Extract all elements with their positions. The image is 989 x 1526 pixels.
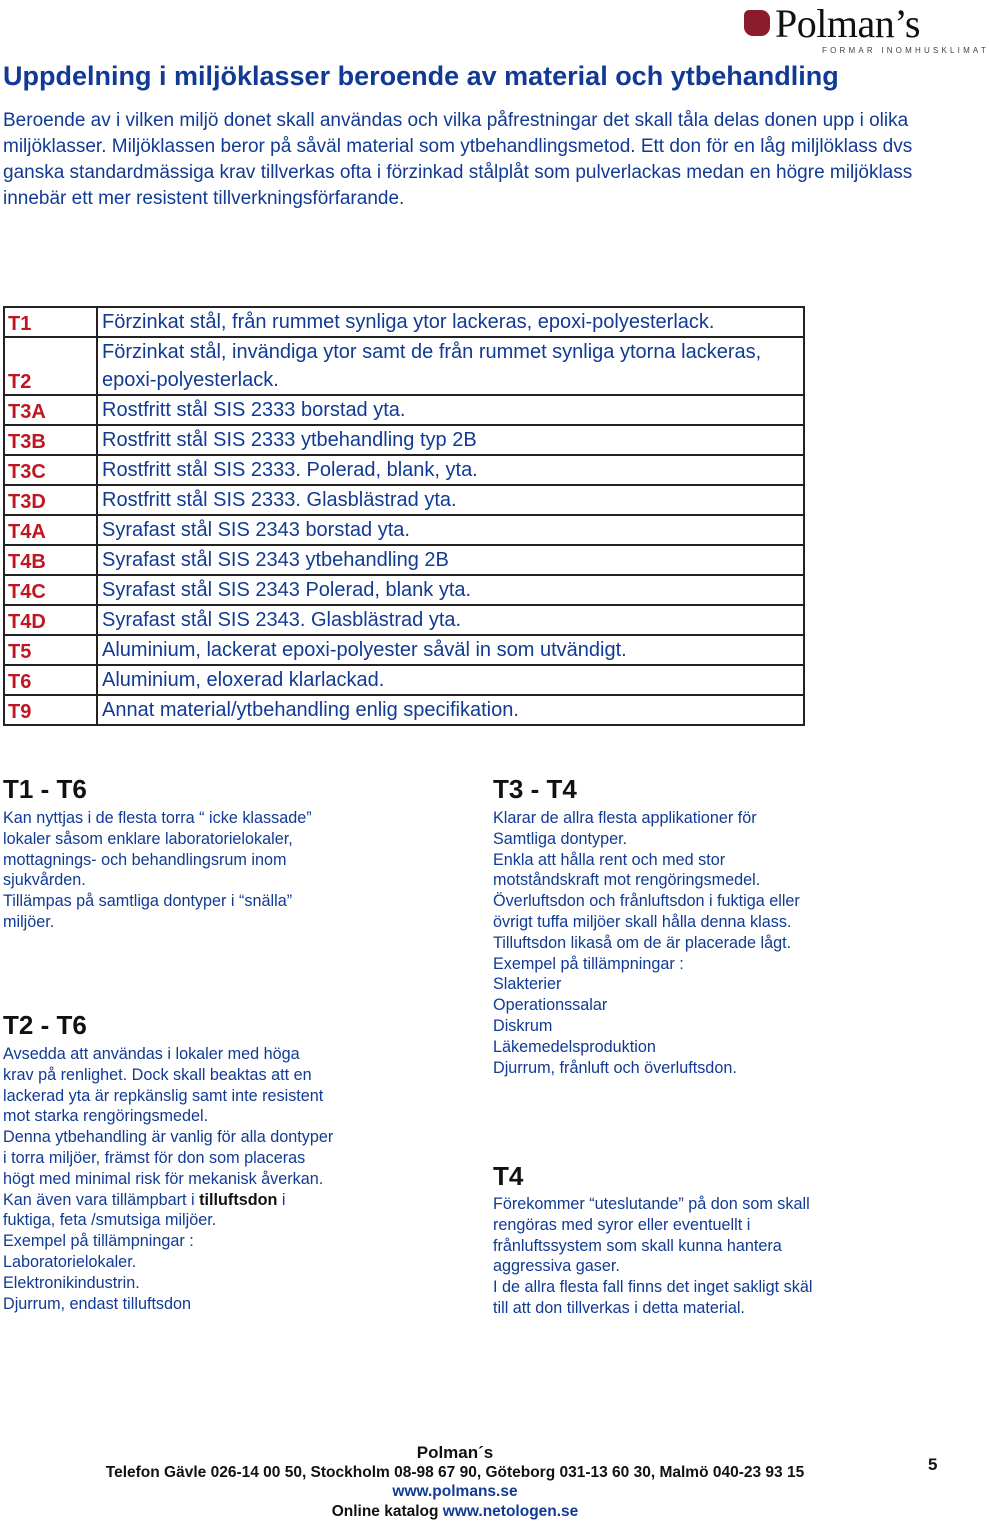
text-line: Enkla att hålla rent och med stor xyxy=(493,850,726,869)
section-heading-t4: T4 xyxy=(493,1161,524,1191)
text-line: aggressiva gaser. xyxy=(493,1257,620,1276)
class-row xyxy=(4,425,804,455)
text-line: Klarar de allra flesta applikationer för xyxy=(493,809,757,827)
class-code: T1 xyxy=(4,307,97,337)
class-row xyxy=(4,337,804,395)
class-row xyxy=(4,395,804,425)
class-code: T3B xyxy=(4,425,97,455)
class-description: Rostfritt stål SIS 2333 ytbehandling typ 2B xyxy=(97,425,804,455)
class-table-body xyxy=(4,307,804,725)
section-body-t4 xyxy=(493,1194,812,1319)
text-line: högt med minimal risk för mekanisk åverkan. xyxy=(3,1169,324,1188)
section-body-t3-t4 xyxy=(493,808,800,1078)
class-description: Rostfritt stål SIS 2333. Glasblästrad yta. xyxy=(97,485,804,515)
text-line: lokaler såsom enklare laboratorielokaler, xyxy=(3,829,293,848)
intro-paragraph: Beroende av i vilken miljö donet skall användas och vilka påfrestningar det skall tåla delas donen upp i olika miljöklasser. Miljöklassen beror på såväl material som ytbehandlingsmetod. Ett don för en låg miljlöklass dvs ganska standardmässiga krav tillverkas ofta i förzinkad stålplåt som pulverlackas medan en högre miljöklass innebär ett mer resistent tillverkningsförfarande. xyxy=(3,110,913,209)
section-heading-t2-t6: T2 - T6 xyxy=(3,1010,87,1040)
text-line: Samtliga dontyper. xyxy=(493,829,628,848)
footer-catalog xyxy=(0,1502,910,1522)
text-line: Djurrum, endast tilluftsdon xyxy=(3,1294,192,1313)
class-description: Annat material/ytbehandling enlig specifikation. xyxy=(97,695,804,725)
footer-catalog-label: Online katalog xyxy=(331,1502,443,1520)
footer-website-link[interactable]: www.polmans.se xyxy=(392,1483,518,1500)
text-line: mottagnings- och behandlingsrum inom xyxy=(3,850,287,869)
text-line: miljöer. xyxy=(3,912,55,931)
text-line: krav på renlighet. Dock skall beaktas att en xyxy=(3,1065,312,1084)
class-row xyxy=(4,485,804,515)
class-description: Syrafast stål SIS 2343 Polerad, blank yta. xyxy=(97,575,804,605)
class-description: Syrafast stål SIS 2343 ytbehandling 2B xyxy=(97,545,804,575)
text-line: Tilluftsdon likaså om de är placerade lågt. xyxy=(493,933,792,952)
class-code: T3C xyxy=(4,455,97,485)
text-line: rengöras med syror eller eventuellt i xyxy=(493,1215,751,1234)
text-line: Djurrum, frånluft och överluftsdon. xyxy=(493,1058,737,1077)
text-line: Exempel på tillämpningar : xyxy=(3,1232,194,1251)
class-code: T6 xyxy=(4,665,97,695)
class-code: T3D xyxy=(4,485,97,515)
class-description: Aluminium, eloxerad klarlackad. xyxy=(97,665,804,695)
page-title: Uppdelning i miljöklasser beroende av material och ytbehandling xyxy=(3,61,839,91)
text-line: Laboratorielokaler. xyxy=(3,1252,137,1271)
text-line: frånluftssystem som skall kunna hantera xyxy=(493,1236,782,1255)
logo-tagline: FORMAR INOMHUSKLIMAT xyxy=(822,46,989,55)
text-line: Kan nyttjas i de flesta torra “ icke klassade” xyxy=(3,809,312,827)
text-fragment: Kan även vara tillämpbart i xyxy=(3,1190,200,1209)
class-row xyxy=(4,605,804,635)
class-description: Syrafast stål SIS 2343 borstad yta. xyxy=(97,515,804,545)
text-line: Operationssalar xyxy=(493,996,608,1015)
text-line: Elektronikindustrin. xyxy=(3,1273,140,1292)
class-row xyxy=(4,665,804,695)
class-description: Rostfritt stål SIS 2333. Polerad, blank, yta. xyxy=(97,455,804,485)
logo-wordmark: Polman’s xyxy=(775,1,920,46)
class-code: T9 xyxy=(4,695,97,725)
class-row xyxy=(4,575,804,605)
bold-keyword: tilluftsdon xyxy=(199,1190,278,1209)
class-code: T4C xyxy=(4,575,97,605)
class-description: Förzinkat stål, invändiga ytor samt de från rummet synliga ytorna lackeras, epoxi-polyesterlack. xyxy=(97,337,804,395)
class-row xyxy=(4,695,804,725)
environment-class-table xyxy=(3,306,805,726)
class-row xyxy=(4,307,804,337)
class-code: T4B xyxy=(4,545,97,575)
text-line: i torra miljöer, främst för don som placeras xyxy=(3,1148,306,1167)
class-row xyxy=(4,635,804,665)
class-row xyxy=(4,545,804,575)
text-line: motståndskraft mot rengöringsmedel. xyxy=(493,871,761,890)
class-description: Rostfritt stål SIS 2333 borstad yta. xyxy=(97,395,804,425)
section-body-t2-t6 xyxy=(3,1044,333,1314)
text-line: Diskrum xyxy=(493,1016,553,1035)
text-line: övrigt tuffa miljöer skall hålla denna klass. xyxy=(493,912,792,931)
class-row xyxy=(4,515,804,545)
text-line: Överluftsdon och frånluftsdon i fuktiga eller xyxy=(493,892,800,911)
text-line: fuktiga, feta /smutsiga miljöer. xyxy=(3,1211,217,1230)
section-heading-t1-t6: T1 - T6 xyxy=(3,774,87,804)
text-line: Läkemedelsproduktion xyxy=(493,1037,656,1056)
text-line: lackerad yta är repkänslig samt inte resistent xyxy=(3,1086,324,1105)
text-line: Slakterier xyxy=(493,975,562,994)
text-line: Tillämpas på samtliga dontyper i “snälla” xyxy=(3,892,293,911)
text-line: mot starka rengöringsmedel. xyxy=(3,1107,209,1126)
footer-catalog-link[interactable]: www.netologen.se xyxy=(442,1502,579,1520)
class-description: Syrafast stål SIS 2343. Glasblästrad yta. xyxy=(97,605,804,635)
class-code: T4D xyxy=(4,605,97,635)
class-description: Förzinkat stål, från rummet synliga ytor lackeras, epoxi-polyesterlack. xyxy=(97,307,804,337)
class-code: T4A xyxy=(4,515,97,545)
class-row xyxy=(4,455,804,485)
class-code: T5 xyxy=(4,635,97,665)
footer-company: Polman´s xyxy=(416,1443,494,1462)
class-description: Aluminium, lackerat epoxi-polyester såväl in som utvändigt. xyxy=(97,635,804,665)
section-body-t1-t6 xyxy=(3,808,312,933)
text-line-mixed xyxy=(3,1190,333,1211)
class-code: T2 xyxy=(4,337,97,395)
text-line: Förekommer “uteslutande” på don som skall xyxy=(493,1195,810,1213)
text-fragment: i xyxy=(277,1190,286,1209)
text-line: sjukvården. xyxy=(3,871,86,890)
class-code: T3A xyxy=(4,395,97,425)
text-line: Avsedda att användas i lokaler med höga xyxy=(3,1045,300,1063)
footer-phones: Telefon Gävle 026-14 00 50, Stockholm 08-98 67 90, Göteborg 031-13 60 30, Malmö 040-23 93 15 xyxy=(105,1463,805,1481)
text-line: Exempel på tillämpningar : xyxy=(493,954,684,973)
logo-mark-icon xyxy=(744,10,770,36)
text-line: Denna ytbehandling är vanlig för alla dontyper xyxy=(3,1128,334,1147)
page-footer xyxy=(0,1443,910,1521)
page-number: 5 xyxy=(928,1455,938,1474)
text-line: I de allra flesta fall finns det inget sakligt skäl xyxy=(493,1278,813,1297)
text-line: till att don tillverkas i detta material. xyxy=(493,1298,745,1317)
section-heading-t3-t4: T3 - T4 xyxy=(493,774,577,804)
polmans-logo xyxy=(744,1,989,56)
